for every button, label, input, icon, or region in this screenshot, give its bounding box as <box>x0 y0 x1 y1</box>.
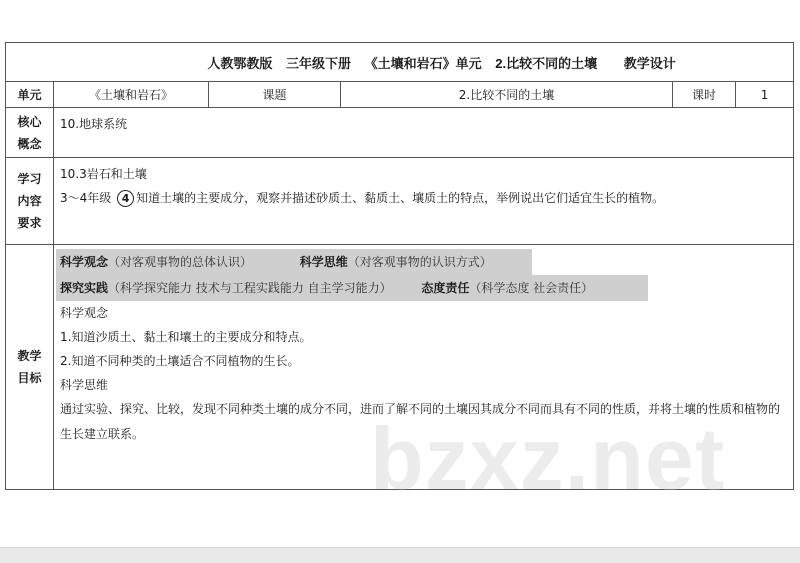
requirements-line-1: 10.3岩石和土壤 <box>60 167 147 181</box>
concept-item-2: 2.知道不同种类的土壤适合不同植物的生长。 <box>60 354 300 368</box>
item-number-badge: 4 <box>117 190 134 207</box>
lesson-title-text: 2.比较不同的土壤 <box>495 55 598 71</box>
document-title <box>6 43 794 82</box>
publisher-text: 人教鄂教版 <box>207 55 273 71</box>
core-concept-label: 核心 概念 <box>6 108 54 158</box>
thinking-text: 通过实验、探究、比较，发现不同种类土壤的成分不同，进而了解不同的土壤因其成分不同而具有不同的性质，并将土壤的性质和植物的生长建立联系。 <box>60 402 781 441</box>
topic-label: 课题 <box>209 82 341 108</box>
unit-title-text: 《土壤和岩石》单元 <box>364 55 482 71</box>
hours-value: 1 <box>736 82 794 108</box>
requirements-line-2: 3～4年级 4 知道土壤的主要成分，观察并描述砂质土、黏质土、壤质土的特点，举例说出它们适宜生长的植物。 <box>60 191 665 205</box>
page-gap <box>0 547 800 563</box>
section-title-concept: 科学观念 <box>60 306 109 320</box>
core-concept-value: 10.地球系统 <box>54 108 794 158</box>
requirements-content <box>54 158 794 245</box>
concept-item-1: 1.知道沙质土、黏土和壤土的主要成分和特点。 <box>60 330 312 344</box>
doc-type-text: 教学设计 <box>623 55 676 71</box>
grade-text: 三年级下册 <box>285 55 351 71</box>
goals-highlight-1: 科学观念（对客观事物的总体认识） 科学思维（对客观事物的认识方式） <box>60 249 787 275</box>
watermark-logo: bzxz.net <box>370 409 726 508</box>
unit-value: 《土壤和岩石》 <box>54 82 209 108</box>
unit-label: 单元 <box>6 82 54 108</box>
section-title-thinking: 科学思维 <box>60 378 109 392</box>
goals-label: 教学 目标 <box>6 245 54 490</box>
requirements-label: 学习 内容 要求 <box>6 158 54 245</box>
lesson-plan-table <box>5 42 794 490</box>
topic-value: 2.比较不同的土壤 <box>341 82 673 108</box>
goals-highlight-2: 探究实践（科学探究能力 技术与工程实践能力 自主学习能力） 态度责任（科学态度 社会责任） <box>60 275 787 301</box>
goals-content <box>54 245 794 490</box>
hours-label: 课时 <box>673 82 736 108</box>
